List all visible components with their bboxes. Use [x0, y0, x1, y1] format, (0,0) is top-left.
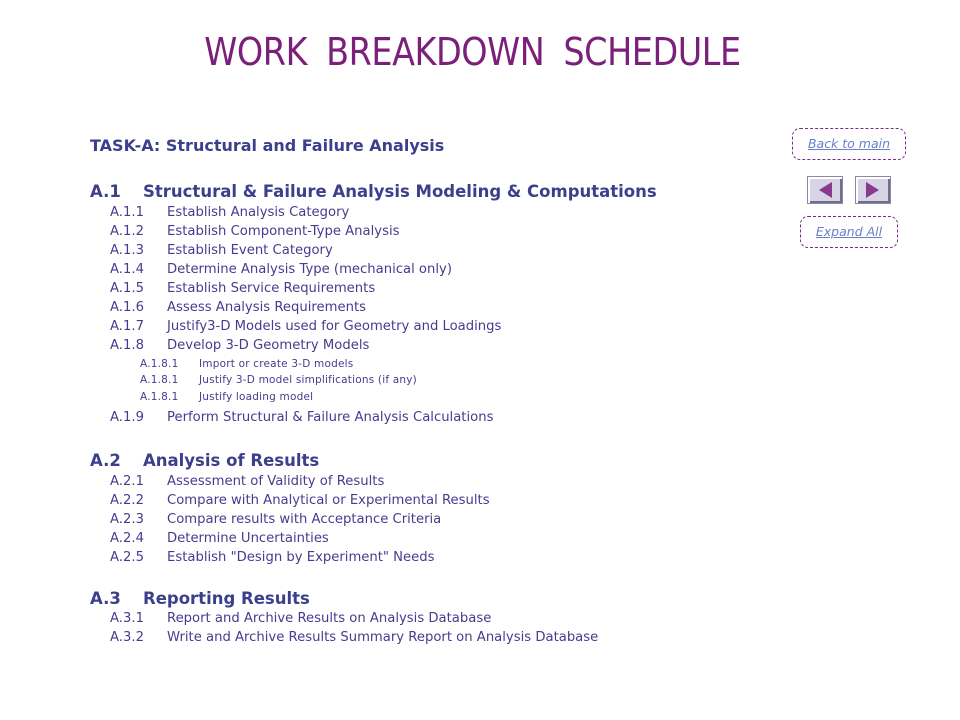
section-label: Analysis of Results	[143, 451, 320, 470]
task-title: TASK-A: Structural and Failure Analysis	[90, 136, 445, 155]
item-label: Determine Uncertainties	[167, 531, 329, 546]
item-label: Develop 3-D Geometry Models	[167, 338, 370, 353]
list-item	[110, 410, 493, 425]
item-label: Report and Archive Results on Analysis Database	[167, 611, 492, 626]
section-number: A.3	[90, 589, 121, 608]
list-item	[110, 531, 329, 546]
previous-slide-button[interactable]	[807, 176, 843, 204]
subitem-label: Justify 3-D model simplifications (if any)	[199, 374, 417, 386]
item-label: Justify3-D Models used for Geometry and Loadings	[167, 319, 502, 334]
list-item	[110, 611, 491, 626]
section-number: A.2	[90, 451, 121, 470]
item-number: A.2.3	[110, 512, 144, 527]
list-item	[110, 338, 369, 353]
item-label: Establish "Design by Experiment" Needs	[167, 550, 435, 565]
subitem-number: A.1.8.1	[140, 358, 179, 370]
item-number: A.1.3	[110, 243, 144, 258]
item-number: A.1.9	[110, 410, 144, 425]
item-label: Determine Analysis Type (mechanical only)	[167, 262, 452, 277]
list-item	[110, 550, 435, 565]
item-number: A.1.1	[110, 205, 144, 220]
subitem-label: Import or create 3-D models	[199, 358, 354, 370]
item-label: Assess Analysis Requirements	[167, 300, 367, 315]
list-item	[110, 205, 349, 220]
item-number: A.1.5	[110, 281, 144, 296]
page-title: WORK BREAKDOWN SCHEDULE	[204, 30, 741, 74]
subitem-number: A.1.8.1	[140, 391, 179, 403]
list-item	[110, 630, 598, 645]
list-item	[110, 319, 501, 334]
list-item	[110, 512, 441, 527]
item-label: Compare with Analytical or Experimental Results	[167, 493, 490, 508]
section-heading-a3	[90, 589, 310, 608]
item-number: A.1.7	[110, 319, 144, 334]
sub-list-item	[140, 374, 417, 386]
subitem-number: A.1.8.1	[140, 374, 179, 386]
list-item	[110, 224, 400, 239]
item-number: A.3.2	[110, 630, 144, 645]
next-slide-button[interactable]	[855, 176, 891, 204]
item-label: Establish Service Requirements	[167, 281, 376, 296]
section-heading-a2	[90, 451, 319, 470]
item-label: Write and Archive Results Summary Report on Analysis Database	[167, 630, 599, 645]
item-number: A.1.4	[110, 262, 144, 277]
list-item	[110, 243, 333, 258]
item-number: A.2.5	[110, 550, 144, 565]
section-label: Structural & Failure Analysis Modeling & Computations	[143, 182, 657, 201]
section-number: A.1	[90, 182, 121, 201]
list-item	[110, 300, 366, 315]
section-label: Reporting Results	[143, 589, 310, 608]
list-item	[110, 262, 452, 277]
sub-list-item	[140, 358, 353, 370]
right-triangle-icon	[856, 177, 890, 203]
list-item	[110, 474, 384, 489]
item-number: A.3.1	[110, 611, 144, 626]
list-item	[110, 281, 375, 296]
section-heading-a1	[90, 182, 657, 201]
item-label: Assessment of Validity of Results	[167, 474, 385, 489]
item-label: Perform Structural & Failure Analysis Calculations	[167, 410, 494, 425]
item-label: Establish Component-Type Analysis	[167, 224, 400, 239]
subitem-label: Justify loading model	[199, 391, 314, 403]
item-number: A.2.2	[110, 493, 144, 508]
item-number: A.1.6	[110, 300, 144, 315]
expand-all-button[interactable]: Expand All	[800, 216, 898, 248]
left-triangle-icon	[808, 177, 842, 203]
item-number: A.2.1	[110, 474, 144, 489]
item-label: Establish Analysis Category	[167, 205, 350, 220]
list-item	[110, 493, 490, 508]
item-number: A.1.8	[110, 338, 144, 353]
item-label: Establish Event Category	[167, 243, 333, 258]
item-number: A.2.4	[110, 531, 144, 546]
item-number: A.1.2	[110, 224, 144, 239]
back-to-main-button[interactable]: Back to main	[792, 128, 906, 160]
item-label: Compare results with Acceptance Criteria	[167, 512, 442, 527]
sub-list-item	[140, 391, 313, 403]
